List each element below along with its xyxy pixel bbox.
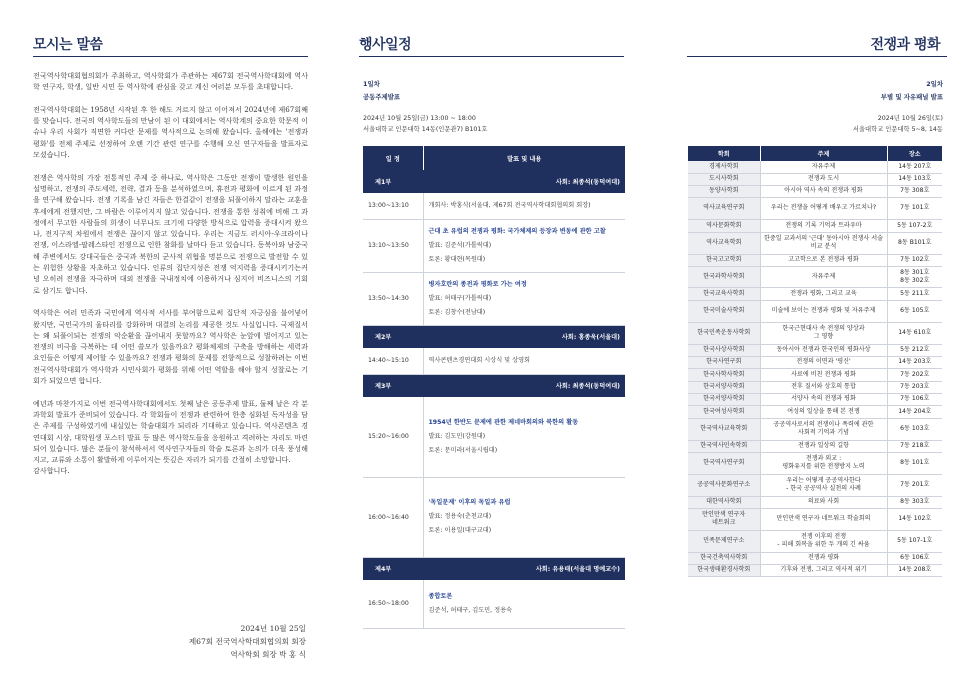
society-row: [688, 197, 942, 219]
session-label: 제4부: [363, 557, 423, 580]
session-label: 제2부: [363, 325, 423, 348]
greeting-body: [33, 70, 308, 477]
schedule-row: [363, 193, 625, 219]
society-name: 한국서양사학회: [688, 393, 760, 405]
society-name: 만인만색 연구자 네트워크: [688, 508, 760, 530]
society-row: [688, 393, 942, 405]
society-topic: 한국근현대사 속 전쟁의 양상과 그 영향: [760, 322, 887, 344]
society-name: 역사문화학회: [688, 219, 760, 232]
society-name: 한국생태환경사학회: [688, 564, 760, 576]
society-topic: 전쟁과 일상의 길항: [760, 440, 887, 452]
society-row: [688, 474, 942, 496]
greeting-title: 모시는 말씀: [33, 37, 103, 53]
schedule-time: 14:40~15:10: [363, 348, 423, 374]
society-topic: 전후 질서와 상호의 통합: [760, 381, 887, 393]
society-row: [688, 368, 942, 381]
day2-label: 2일차: [926, 80, 943, 88]
session-header: [363, 557, 625, 580]
presentation-title: '독일문제' 이후의 독일과 유럽: [428, 499, 511, 506]
greeting-signature: [189, 622, 306, 661]
society-topic: 아시아 역사 속의 전쟁과 평화: [760, 185, 887, 197]
session-label: 제1부: [363, 170, 423, 193]
schedule-content: [423, 272, 625, 325]
society-topic: 전쟁과 도시: [760, 173, 887, 185]
society-name: 한국역사교육학회: [688, 418, 760, 440]
schedule-time: 16:00~16:40: [363, 477, 423, 557]
greeting-paragraph-1: 전국역사학대회협의회가 주최하고, 역사학회가 주관하는 제67회 전국역사학대회에 역사학 연구자, 학생, 일반 시민 등 역사학에 관심을 갖고 계신 여러분 모두를 초대합니다.: [33, 71, 308, 92]
schedule-row: [363, 272, 625, 325]
presentation-detail: 토론: 이용일(대구교대): [428, 527, 492, 534]
day2-panel: [654, 0, 980, 693]
society-name: 역사교육연구회: [688, 197, 760, 219]
society-room: 8동 301호 8동 302호: [887, 266, 942, 287]
schedule-title-rule: [359, 56, 624, 57]
society-row: [688, 530, 942, 552]
society-row: [688, 381, 942, 393]
presentation-title: 근대 초 유럽의 전쟁과 평화: 국가체제의 등장과 변동에 관한 고찰: [428, 227, 606, 235]
society-room: 5동 212호: [887, 344, 942, 356]
greeting-title-rule: [33, 56, 308, 57]
society-topic: 한중일 교과서의 '근대' 동아시아 전쟁사 서술 비교 분석: [760, 232, 887, 254]
day2-title: 전쟁과 평화: [870, 37, 940, 53]
society-row: [688, 405, 942, 418]
schedule-content: [423, 193, 625, 219]
society-body: [688, 161, 942, 576]
session-header: [363, 325, 625, 348]
schedule-content: [423, 580, 625, 628]
society-row: [688, 300, 942, 322]
society-name: 동양사학회: [688, 185, 760, 197]
society-topic: 우리는 전쟁을 어떻게 배우고 가르치나?: [760, 197, 887, 219]
schedule-row: [363, 397, 625, 477]
presentation-detail: 역사콘텐츠경연대회 시상식 및 상영회: [428, 356, 531, 364]
society-row: [688, 185, 942, 197]
schedule-title: 행사일정: [359, 37, 412, 53]
schedule-table: [363, 146, 625, 629]
society-row: [688, 232, 942, 254]
society-name: 한국미술사학회: [688, 300, 760, 322]
day2-date: 2024년 10월 26일(토): [877, 115, 943, 122]
society-topic: 전쟁의 기록 기억과 트라우마: [760, 219, 887, 232]
society-row: [688, 254, 942, 266]
session-chair: 사회: 최종석(동덕여대): [423, 374, 625, 397]
society-room: 7동 201호: [887, 474, 942, 496]
greeting-paragraph-5: 예년과 마찬가지로 이번 전국역사학대회에서도 첫째 날은 공동주제 발표, 둘째 날은 각 분과학회 발표가 준비되어 있습니다. 각 학회들이 전쟁과 관련하여 한층 심화된 독자성을 담은 주제를 구성하였기에 내실있는 학술대회가 되리라 기대하고 있습니다. 역사콘텐츠 경연대회 시상, 대학원생 포스터 발표 등 많은 역사학도들을 응원하고 격려하는 자리도 마련되어 있습니다. 많은 분들이 참석하셔서 역사연구자들의 학술 토론과 논의가 더욱 풍성해지고, 교류와 소통이 활발하게 이루어지는 뜻깊은 자리가 되기를 간절히 소망합니다.: [33, 398, 308, 465]
society-room: 14동 203호: [887, 356, 942, 368]
society-row: [688, 356, 942, 368]
society-name: 공공역사문화연구소: [688, 474, 760, 496]
society-topic: 여성의 일상을 통해 본 전쟁: [760, 405, 887, 418]
society-row: [688, 173, 942, 185]
society-row: [688, 344, 942, 356]
greeting-paragraph-3: 전쟁은 역사학의 가장 전통적인 주제 중 하나로, 역사학은 그동안 전쟁이 발생한 원인을 설명하고, 전쟁의 주도세력, 전략, 결과 등을 분석하였으며, 휴전과 평화에 이르게 된 과정을 연구해 왔습니다. 전쟁 기록을 남긴 자들은 한결같이 전쟁을 되풀이하지 말라는 교훈을 후세에게 전했지만, 그 바람은 이루어지지 않고 있습니다. 전쟁을 통한 성취에 비해 그 과정에서 무고한 사람들의 희생이 너무나도 크기에 다양한 방식으로 압력을 증대시켜 왔으나, 전지구적 차원에서 전쟁은 끊이지 않고 있습니다. 우리는 지금도 러시아-우크라이나 전쟁, 이스라엘-팔레스타인 전쟁으로 인한 참화를 날마다 듣고 있습니다. 동북아와 남중국해 주변에서도 강대국들은 중국과 북한의 군사적 위협을 명분으로 전쟁으로 발전할 수 있는 위험한 상황을 자초하고 있습니다. 인류의 집단지성은 전쟁 억지력을 증대시키기는커녕 오히려 전쟁을 자극하며 대외 전쟁을 국내정치에 이용하거나 심지어 비즈니스의 기회로 삼기도 합니다.: [33, 172, 308, 295]
schedule-content: [423, 477, 625, 557]
society-row: [688, 564, 942, 576]
day2-subtitle: 부별 및 자유패널 발표: [880, 93, 943, 101]
society-topic: 사료에 비친 전쟁과 평화: [760, 368, 887, 381]
society-room: 8동 B101호: [887, 232, 942, 254]
society-topic: 전쟁의 이면과 '평신': [760, 356, 887, 368]
society-room: 7동 202호: [887, 368, 942, 381]
greeting-panel: [0, 0, 326, 693]
society-room: 14동 207호: [887, 161, 942, 173]
session-label: 제3부: [363, 374, 423, 397]
session-chair: 사회: 홍종욱(서울대): [423, 325, 625, 348]
society-room: 7동 203호: [887, 381, 942, 393]
day1-label: 1일차: [363, 80, 380, 88]
society-topic: 자유주제: [760, 266, 887, 287]
society-name: 한국민족운동사학회: [688, 322, 760, 344]
society-room: 5동 107-2호: [887, 219, 942, 232]
society-room: 14동 102호: [887, 508, 942, 530]
society-table: [688, 146, 942, 577]
schedule-time: 16:50~18:00: [363, 580, 423, 628]
society-name: 민족문제연구소: [688, 530, 760, 552]
schedule-content: [423, 219, 625, 272]
society-topic: 의료와 사회: [760, 496, 887, 508]
schedule-time: 13:10~13:50: [363, 219, 423, 272]
society-room: 14동 103호: [887, 173, 942, 185]
society-room: 8동 101호: [887, 452, 942, 474]
society-name: 대한역사학회: [688, 496, 760, 508]
session-header: [363, 374, 625, 397]
presentation-detail: 발표: 김준석(가톨릭대): [428, 241, 492, 249]
society-room: 5동 107-1호: [887, 530, 942, 552]
society-room: 7동 308호: [887, 185, 942, 197]
schedule-content: [423, 397, 625, 477]
society-name: 역사교육학회: [688, 232, 760, 254]
schedule-row: [363, 580, 625, 628]
society-head: 학회: [688, 146, 760, 161]
greeting-thanks: 감사합니다.: [33, 466, 70, 476]
society-name: 한국역사연구회: [688, 452, 760, 474]
society-room: 8동 303호: [887, 496, 942, 508]
society-topic: 미술에 보이는 전쟁과 평화 및 자유주제: [760, 300, 887, 322]
society-topic: 전쟁과 외교 : 평화유지를 위한 전쟁방지 노력: [760, 452, 887, 474]
society-room: 5동 211호: [887, 287, 942, 300]
schedule-time: 15:20~16:00: [363, 397, 423, 477]
society-room: 7동 102호: [887, 254, 942, 266]
society-row: [688, 322, 942, 344]
signature-org: 제67회 전국역사학대회협의회 회장: [188, 637, 306, 646]
society-name: 한국교육사학회: [688, 287, 760, 300]
society-topic: 동아시아 전쟁과 한국인의 평화사상: [760, 344, 887, 356]
presentation-detail: 토론: 황대현(목원대): [428, 255, 486, 263]
presentation-title: 병자호란의 종전과 평화로 가는 여정: [428, 280, 527, 288]
day1-venue: 서울대학교 인문대학 14동(인문관7) B101호: [363, 126, 488, 133]
society-room: 14동 204호: [887, 405, 942, 418]
schedule-head-content: 발표 및 내용: [423, 146, 625, 170]
presentation-detail: 김준석, 허태구, 김도민, 정용숙: [428, 606, 513, 614]
presentation-detail: 토론: 김창수(전남대): [428, 308, 486, 316]
schedule-content: [423, 348, 625, 374]
society-name: 한국역사민속학회: [688, 440, 760, 452]
society-topic: 고고학으로 본 전쟁과 평화: [760, 254, 887, 266]
day1-subtitle: 공동주제발표: [363, 93, 401, 101]
greeting-paragraph-4: 역사학은 여러 민족과 국민에게 역사적 서사를 부여함으로써 집단적 자긍심을 불어넣어 왔지만, 국민국가의 울타리를 강화하며 대결의 논리를 제공한 것도 사실입니다. 국제질서는 왜 되풀이되는 전쟁의 악순환을 끊어내지 못할까요? 역사학은 눈앞에 벌어지고 있는 전쟁의 비극을 극복하는 데 어떤 쓸모가 있을까요? 평화체제의 구축을 방해하는 세력과 요인들은 어떻게 제어할 수 있을까요? 전쟁과 평화의 문제를 전향적으로 성찰하려는 이번 전국역사학대회가 역사학과 시민사회가 평화를 위해 어떤 역할을 해야 할지 성찰로는 기회가 되었으면 합니다.: [33, 308, 308, 386]
society-row: [688, 552, 942, 564]
session-chair: 사회: 유용태(서울대 명예교수): [423, 557, 625, 580]
schedule-row: [363, 348, 625, 374]
signature-name: 역사학회 회장 박 홍 식: [230, 650, 306, 659]
society-room: 7동 218호: [887, 440, 942, 452]
session-header: [363, 170, 625, 193]
room-head: 장소: [887, 146, 942, 161]
schedule-time: 13:00~13:10: [363, 193, 423, 219]
greeting-paragraph-2: 전국역사학대회는 1958년 시작된 후 한 해도 거르지 않고 이어져서 2024년에 제67회째를 맞습니다. 전국의 역사학도들의 만남이 된 이 대회에서는 역사학계의 중요한 학문적 이슈나 우리 사회가 직면한 커다란 문제를 역사적으로 논의해 왔습니다. 올해에는 '전쟁과 평화'를 전체 주제로 선정하여 오랜 기간 관련 연구를 수행해 오신 연구자들을 발표자로 모셨습니다.: [33, 104, 308, 160]
society-topic: 전쟁과 평화, 그리고 교육: [760, 287, 887, 300]
society-name: 한국사상사학회: [688, 344, 760, 356]
schedule-head-time: 일 정: [363, 146, 423, 170]
society-topic: 서양사 속의 전쟁과 평화: [760, 393, 887, 405]
presentation-title: 종합토론: [428, 592, 453, 600]
day1-datetime: 2024년 10월 25일(금) 13:00 ~ 18:00: [363, 115, 476, 122]
society-name: 경제사학회: [688, 161, 760, 173]
society-name: 한국고고학회: [688, 254, 760, 266]
schedule-row: [363, 477, 625, 557]
society-room: 6동 105호: [887, 300, 942, 322]
presentation-detail: 개회사: 박홍식(서울대, 제67회 전국역사학대회협의회 회장): [428, 201, 591, 209]
society-row: [688, 508, 942, 530]
society-name: 한국사학사학회: [688, 368, 760, 381]
society-row: [688, 440, 942, 452]
society-row: [688, 496, 942, 508]
schedule-time: 13:50~14:30: [363, 272, 423, 325]
society-row: [688, 219, 942, 232]
society-row: [688, 287, 942, 300]
society-room: 7동 106호: [887, 393, 942, 405]
presentation-title: 1954년 한반도 문제에 관한 제네바회의와 북한의 활동: [428, 418, 579, 426]
schedule-body: [363, 170, 625, 628]
society-topic: 우리는 어떻게 공공역사한다 - 한국 공공역사 실천의 사례: [760, 474, 887, 496]
schedule-panel: [326, 0, 654, 693]
society-name: 한국사연구회: [688, 356, 760, 368]
day2-venue: 서울대학교 인문대학 5~8, 14동: [852, 126, 943, 133]
society-topic: 자유주제: [760, 161, 887, 173]
society-topic: 만인만색 연구자 네트워크 학술회의: [760, 508, 887, 530]
society-topic: 공공역사로서의 전쟁이나 폭력에 관한 사회적 기억과 기념: [760, 418, 887, 440]
society-row: [688, 418, 942, 440]
signature-date: 2024년 10월 25일: [240, 624, 306, 633]
society-name: 한국서양사학회: [688, 381, 760, 393]
society-name: 한국건축역사학회: [688, 552, 760, 564]
society-room: 14동 208호: [887, 564, 942, 576]
presentation-detail: 발표: 정용숙(춘천교대): [428, 513, 492, 520]
society-room: 14동 610호: [887, 322, 942, 344]
session-chair: 사회: 최종석(동덕여대): [423, 170, 625, 193]
presentation-detail: 발표: 허태구(가톨릭대): [428, 294, 492, 302]
society-row: [688, 161, 942, 173]
society-name: 한국여성사학회: [688, 405, 760, 418]
society-name: 도시사학회: [688, 173, 760, 185]
society-topic: 기후와 전쟁, 그리고 역사적 위기: [760, 564, 887, 576]
presentation-detail: 발표: 김도민(강원대): [428, 432, 486, 440]
society-room: 7동 101호: [887, 197, 942, 219]
society-row: [688, 452, 942, 474]
day2-title-rule: [687, 56, 947, 57]
society-room: 6동 103호: [887, 418, 942, 440]
society-room: 6동 106호: [887, 552, 942, 564]
society-row: [688, 266, 942, 287]
society-name: 한국과학사학회: [688, 266, 760, 287]
presentation-detail: 토론: 문미라(서울시립대): [428, 446, 498, 454]
topic-head: 주제: [760, 146, 887, 161]
schedule-row: [363, 219, 625, 272]
society-topic: 전쟁과 평화: [760, 552, 887, 564]
society-topic: 전쟁 이후의 전쟁 - 피해 회복을 위한 두 개의 긴 싸움: [760, 530, 887, 552]
